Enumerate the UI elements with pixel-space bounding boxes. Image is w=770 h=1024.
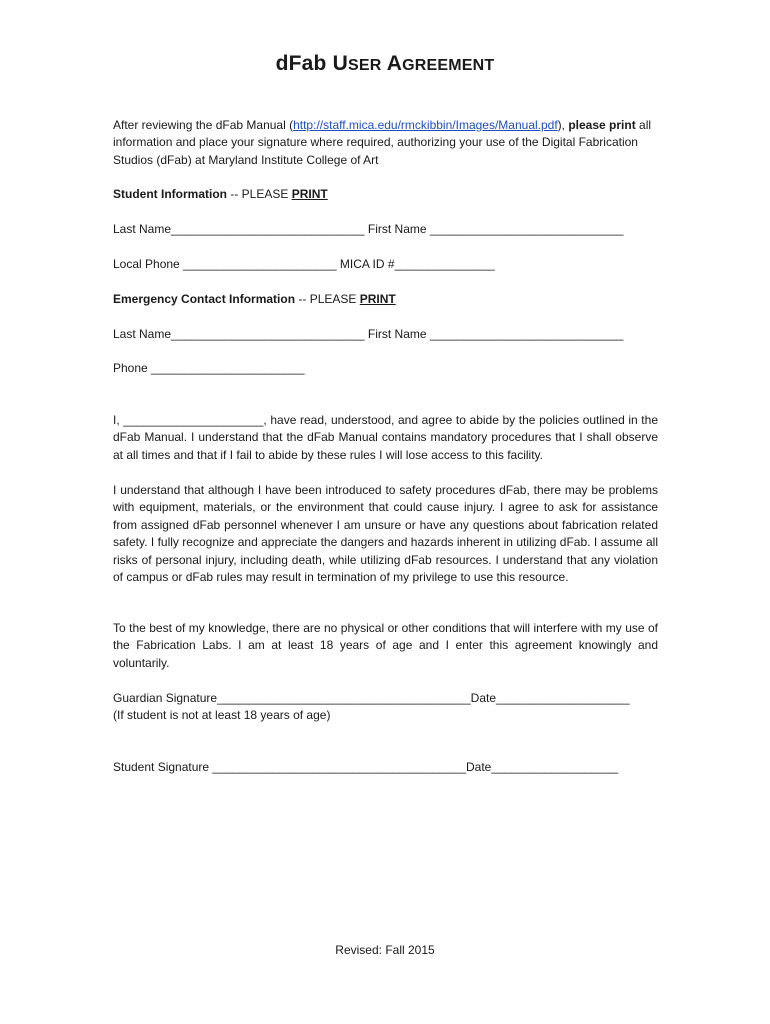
student-info-heading: Student Information -- PLEASE PRINT [113,187,328,201]
student-name-line[interactable]: Last Name_____________________________ First Name _____________________________ [113,222,624,236]
conditions-paragraph: To the best of my knowledge, there are no physical or other conditions that will interfere with my use of the Fabrication Labs. I am at least 18 years of age and I enter this agreement knowingly and voluntarily. [113,621,658,670]
emergency-name-line[interactable]: Last Name_____________________________ First Name _____________________________ [113,327,624,341]
page-title: dFab USER AGREEMENT [275,52,495,75]
guardian-note: (If student is not at least 18 years of age) [113,708,331,722]
guardian-signature-line[interactable]: Guardian Signature______________________________________Date____________________ [113,691,630,705]
emergency-phone-line[interactable]: Phone _______________________ [113,361,305,375]
emergency-info-heading: Emergency Contact Information -- PLEASE PRINT [113,292,396,306]
intro-paragraph: After reviewing the dFab Manual (http://staff.mica.edu/rmckibbin/Images/Manual.pdf), please print all information and place your signature where required, authorizing your use of the Digital Fabrication Studios (dFab) at Maryland Institute College of Art [113,118,652,167]
revision-footer: Revised: Fall 2015 [335,943,435,957]
agreement-paragraph: I, _____________________, have read, understood, and agree to abide by the policies outlined in the dFab Manual. I understand that the dFab Manual contains mandatory procedures that I shall observe at all times and that if I fail to abide by these rules I will lose access to this facility. [113,413,658,462]
student-signature-line[interactable]: Student Signature ______________________________________Date___________________ [113,760,619,774]
safety-paragraph: I understand that although I have been introduced to safety procedures dFab, there may be problems with equipment, materials, or the environment that could cause injury. I agree to ask for assistance from assigned dFab personnel whenever I am unsure or have any questions about fabrication related safety. I fully recognize and appreciate the dangers and hazards inherent in utilizing dFab. I assume all risks of personal injury, including death, while utilizing dFab resources. I understand that any violation of campus or dFab rules may result in termination of my privilege to use this resource. [113,483,658,585]
manual-link[interactable]: http://staff.mica.edu/rmckibbin/Images/Manual.pdf [293,118,558,132]
student-phone-id-line[interactable]: Local Phone _______________________ MICA ID #_______________ [113,257,495,271]
